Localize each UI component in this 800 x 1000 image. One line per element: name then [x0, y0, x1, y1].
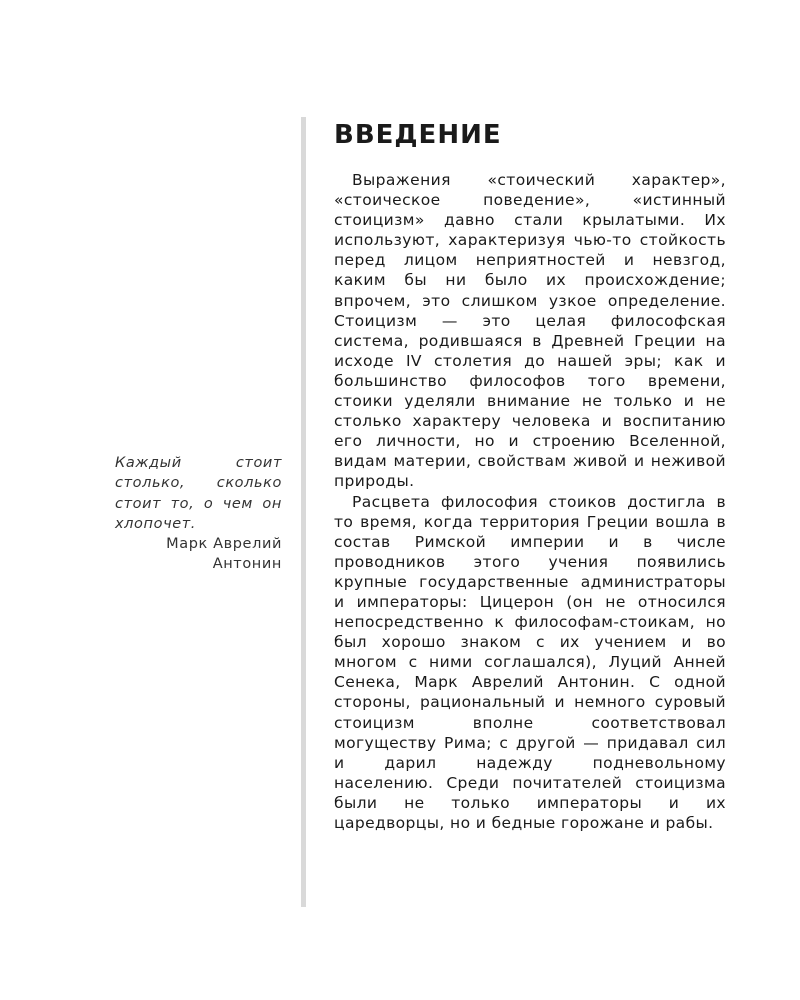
body-text: [334, 170, 726, 833]
paragraph: Расцвета философия стоиков достигла в то время, когда территория Греции вошла в состав Римской империи и в числе проводников этого учения появились крупные государственные администраторы и императоры: Цицерон (он не относился непосредственно к философам-стоикам, но был хорошо знаком с их учением и во многом с ними соглашался), Луций Анней Сенека, Марк Аврелий Антонин. С одной стороны, рациональный и немного суровый стоицизм вполне соответствовал могуществу Рима; с другой — придавал сил и дарил надежду подневольному населению. Среди почитателей стоицизма были не только императоры и их царедворцы, но и бедные горожане и рабы.: [334, 492, 726, 832]
epigraph: [115, 453, 282, 575]
vertical-rule: [301, 117, 306, 907]
paragraph: Выражения «стоический характер», «стоическое поведение», «истинный стоицизм» давно стали крылатыми. Их используют, характеризуя чью-то стойкость перед лицом неприятностей и невзгод, каким бы ни было их происхождение; впрочем, это слишком узкое определение. Стоицизм — это целая философская система, родившаяся в Древней Греции на исходе IV столетия до нашей эры; как и большинство философов того времени, стоики уделяли внимание не только и не столько характеру человека и воспитанию его личности, но и строению Вселенной, видам материи, свойствам живой и неживой природы.: [334, 171, 726, 491]
epigraph-author: Марк Аврелий Антонин: [166, 536, 282, 573]
chapter-title: ВВЕДЕНИЕ: [334, 120, 502, 150]
epigraph-quote: Каждый стоит столько, сколько стоит то, о чем он хлопочет.: [115, 455, 282, 532]
